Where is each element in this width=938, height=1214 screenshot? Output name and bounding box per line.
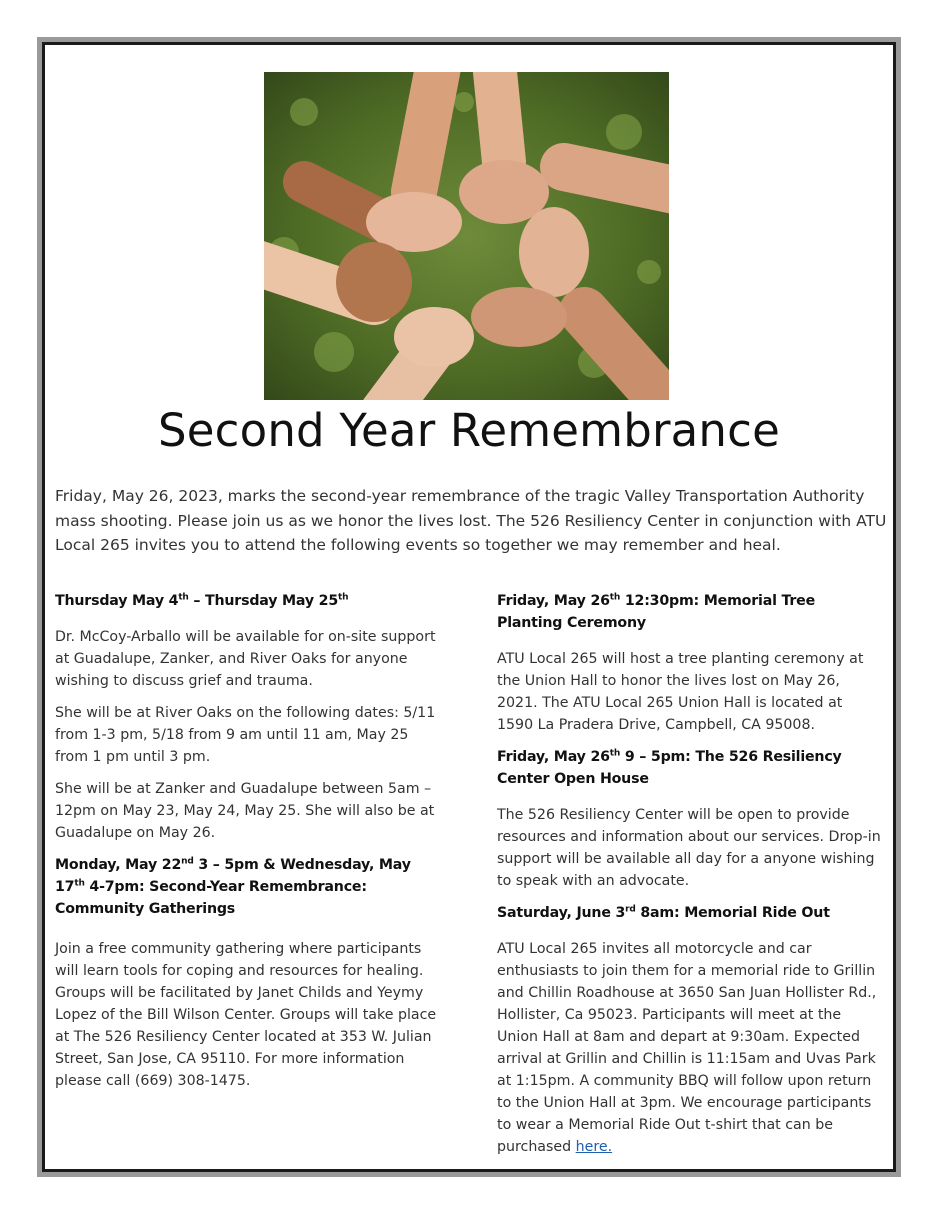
joined-hands-photo [264, 72, 669, 400]
event-heading-open-house: Friday, May 26th 9 – 5pm: The 526 Resiliency Center Open House [497, 748, 842, 787]
right-column [497, 590, 882, 1168]
community-gatherings-description: Join a free community gathering where participants will learn tools for coping and resources for healing. Groups will be facilitated by Janet Childs and Yeymy Lopez of the Bill Wilson Center. Groups will take place at The 526 Resiliency Center located at 353 W. Julian Street, San Jose, CA 95110. For more information please call (669) 308-1475. [55, 941, 437, 1089]
event-heading-tree-planting: Friday, May 26th 12:30pm: Memorial Tree Planting Ceremony [497, 592, 816, 631]
tree-planting-description: ATU Local 265 will host a tree planting ceremony at the Union Hall to honor the lives lost on May 26, 2021. The ATU Local 265 Union Hall is located at 1590 La Pradera Drive, Campbell, CA 95008. [497, 651, 864, 733]
page-title: Second Year Remembrance [158, 404, 780, 457]
river-oaks-dates: She will be at River Oaks on the following dates: 5/11 from 1-3 pm, 5/18 from 9 am until 11 am, May 25 from 1 pm until 3 pm. [55, 705, 436, 765]
left-column [55, 590, 445, 1102]
intro-paragraph: Friday, May 26, 2023, marks the second-year remembrance of the tragic Valley Transportation Authority mass shooting. Please join us as we honor the lives lost. The 526 Resiliency Center in conjunction with ATU Local 265 invites you to attend the following events so together we may remember and heal. [55, 487, 887, 554]
event-heading-ride-out: Saturday, June 3rd 8am: Memorial Ride Out [497, 904, 830, 921]
zanker-guadalupe-dates: She will be at Zanker and Guadalupe between 5am – 12pm on May 23, May 24, May 25. She will also be at Guadalupe on May 26. [55, 781, 435, 841]
open-house-description: The 526 Resiliency Center will be open to provide resources and information about our services. Drop-in support will be available all day for a anyone wishing to speak with an advocate. [497, 807, 881, 889]
event-heading-onsite-support: Thursday May 4th – Thursday May 25th [55, 592, 349, 609]
event-heading-community-gatherings: Monday, May 22nd 3 – 5pm & Wednesday, May 17th 4-7pm: Second-Year Remembrance: Community Gatherings [55, 856, 411, 917]
tshirt-purchase-link[interactable]: here. [575, 1139, 613, 1155]
ride-out-description: ATU Local 265 invites all motorcycle and car enthusiasts to join them for a memorial ride to Grillin and Chillin Roadhouse at 3650 San Juan Hollister Rd., Hollister, Ca 95023. Participants will meet at the Union Hall at 8am and depart at 9:30am. Expected arrival at Grillin and Chillin is 11:15am and Uvas Park at 1:15pm. A community BBQ will follow upon return to the Union Hall at 3pm. We encourage participants to wear a Memorial Ride Out t-shirt that can be purchased here. [497, 941, 877, 1155]
onsite-support-description: Dr. McCoy-Arballo will be available for on-site support at Guadalupe, Zanker, and River Oaks for anyone wishing to discuss grief and trauma. [55, 629, 436, 689]
